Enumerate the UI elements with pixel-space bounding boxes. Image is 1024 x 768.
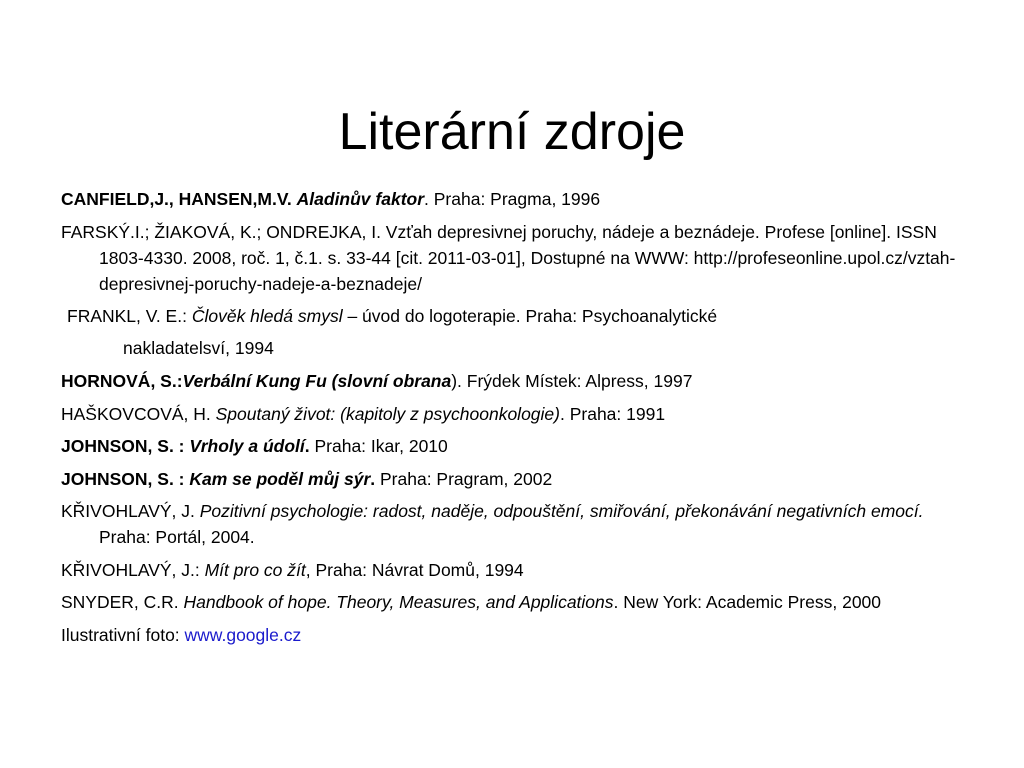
ref-title: Spoutaný život: (kapitoly z psychoonkologie): [215, 403, 560, 424]
ref-authors: JOHNSON, S. :: [61, 436, 190, 456]
ref-title: Verbální Kung Fu (slovní obrana: [182, 371, 452, 391]
ref-title: Mít pro co žít: [204, 559, 306, 580]
ref-farsky: [61, 219, 961, 297]
photo-credit-label: Ilustrativní foto:: [61, 624, 185, 645]
ref-photo-credit: [61, 622, 961, 648]
ref-title: Kam se poděl můj sýr: [189, 468, 371, 489]
ref-title: Handbook of hope. Theory, Measures, and Applications: [183, 592, 614, 612]
ref-title: Pozitivní psychologie: radost, naděje, odpouštění, smiřování, překonávání negativních emocí.: [199, 501, 924, 521]
ref-publication: . Praha: 1991: [559, 403, 666, 424]
ref-title-dot: .: [370, 468, 376, 489]
ref-title: Člověk hledá smysl: [191, 306, 343, 326]
ref-krivohlavy-2: [61, 557, 961, 583]
ref-frankl-continuation: [61, 335, 961, 361]
ref-authors: HAŠKOVCOVÁ, H.: [61, 403, 216, 424]
ref-publication: Praha: Ikar, 2010: [309, 436, 448, 456]
ref-publication: ). Frýdek Místek: Alpress, 1997: [451, 371, 693, 391]
google-link[interactable]: www.google.cz: [184, 624, 302, 645]
ref-johnson-2: [61, 466, 961, 492]
ref-title-dot: .: [304, 436, 310, 456]
ref-publication: – úvod do logoterapie. Praha: Psychoanalytické: [342, 306, 718, 326]
slide-title: Literární zdroje: [338, 103, 686, 161]
ref-hornova: [61, 368, 961, 394]
ref-publication: . Praha: Pragma, 1996: [424, 189, 601, 209]
reference-list: [61, 186, 961, 654]
ref-canfield: [61, 186, 961, 212]
ref-title: Aladinův faktor: [296, 189, 425, 209]
ref-authors: KŘIVOHLAVÝ, J.: [61, 501, 200, 521]
ref-frankl: [67, 303, 961, 329]
ref-authors: CANFIELD,J., HANSEN,M.V.: [61, 189, 297, 209]
ref-publication: Praha: Pragram, 2002: [375, 468, 553, 489]
ref-publication: Praha: Portál, 2004.: [99, 527, 255, 547]
ref-text: FARSKÝ.I.; ŽIAKOVÁ, K.; ONDREJKA, I. Vzťah depresivnej poruchy, nádeje a beznádeje. Profese [online]. ISSN 1803-4330. 2008, roč. 1, č.1. s. 33-44 [cit. 2011-03-01], Dostupné na WWW: http://profeseonline.upol.cz/vztah-depresivnej-poruchy-nadeje-a-beznadeje/: [61, 221, 956, 294]
ref-krivohlavy-1: [61, 498, 961, 550]
ref-title: Vrholy a údolí: [189, 436, 305, 456]
ref-authors: SNYDER, C.R.: [61, 592, 184, 612]
ref-publication: , Praha: Návrat Domů, 1994: [305, 559, 524, 580]
ref-haskovcova: [61, 401, 961, 427]
ref-publication: . New York: Academic Press, 2000: [613, 592, 882, 612]
ref-authors: JOHNSON, S. :: [61, 468, 190, 489]
ref-authors: FRANKL, V. E.:: [67, 306, 192, 326]
ref-johnson-1: [61, 433, 961, 459]
ref-publication: nakladatelsví, 1994: [123, 338, 274, 358]
ref-snyder: [61, 589, 961, 615]
ref-authors: KŘIVOHLAVÝ, J.:: [61, 559, 205, 580]
ref-authors: HORNOVÁ, S.:: [61, 371, 183, 391]
